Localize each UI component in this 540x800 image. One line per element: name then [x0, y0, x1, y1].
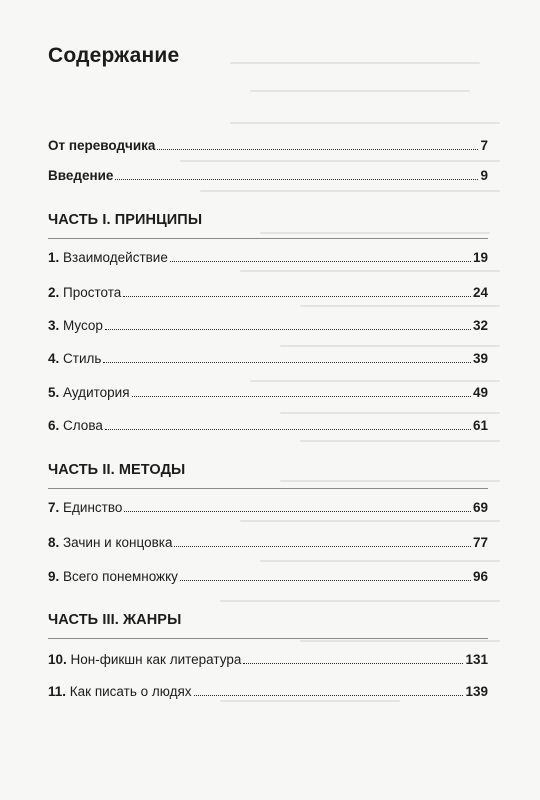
chapter-number: 3. — [48, 318, 60, 333]
page-number: 69 — [472, 500, 488, 515]
page-number: 49 — [472, 385, 488, 400]
chapter-number: 11. — [48, 684, 67, 699]
entry-label: Зачин и концовка — [63, 535, 173, 550]
dot-leader — [194, 694, 464, 696]
page-number: 24 — [472, 285, 488, 300]
dot-leader — [180, 579, 471, 581]
page-number: 7 — [480, 138, 488, 153]
chapter-number: 6. — [48, 418, 60, 433]
page-number: 139 — [465, 684, 488, 699]
dot-leader — [174, 545, 471, 547]
toc-entry-chapter-6[interactable] — [48, 418, 488, 433]
chapter-number: 7. — [48, 500, 60, 515]
chapter-number: 10. — [48, 652, 67, 667]
part-divider — [48, 488, 488, 489]
page-title: Содержание — [48, 44, 180, 67]
dot-leader — [157, 148, 478, 150]
dot-leader — [115, 178, 478, 180]
entry-label: Простота — [63, 285, 122, 300]
toc-entry-chapter-2[interactable] — [48, 285, 488, 300]
page-number: 77 — [472, 535, 488, 550]
entry-label: Как писать о людях — [69, 684, 192, 699]
page-number: 61 — [472, 418, 488, 433]
toc-entry-translator[interactable] — [48, 138, 488, 153]
chapter-number: 9. — [48, 569, 60, 584]
chapter-number: 5. — [48, 385, 60, 400]
part-divider — [48, 238, 488, 239]
chapter-number: 4. — [48, 351, 60, 366]
entry-label: Мусор — [63, 318, 103, 333]
page-number: 9 — [480, 168, 488, 183]
entry-label: Всего понемножку — [63, 569, 178, 584]
dot-leader — [124, 510, 471, 512]
dot-leader — [132, 395, 471, 397]
entry-label: Стиль — [63, 351, 102, 366]
toc-entry-chapter-9[interactable] — [48, 569, 488, 584]
dot-leader — [103, 361, 471, 363]
part-divider — [48, 638, 488, 639]
dot-leader — [170, 260, 471, 262]
chapter-number: 8. — [48, 535, 60, 550]
part-heading: ЧАСТЬ I. ПРИНЦИПЫ — [48, 212, 203, 228]
entry-label: Слова — [63, 418, 103, 433]
entry-label: Единство — [63, 500, 123, 515]
toc-entry-chapter-11[interactable] — [48, 684, 488, 699]
page-number: 19 — [472, 250, 488, 265]
entry-label: Аудитория — [63, 385, 130, 400]
entry-label: Нон-фикшн как литература — [70, 652, 242, 667]
toc-entry-chapter-7[interactable] — [48, 500, 488, 515]
dot-leader — [123, 295, 471, 297]
dot-leader — [243, 662, 463, 664]
entry-label: Введение — [48, 168, 114, 183]
part-heading: ЧАСТЬ III. ЖАНРЫ — [48, 612, 182, 628]
part-heading: ЧАСТЬ II. МЕТОДЫ — [48, 462, 186, 478]
page-number: 96 — [472, 569, 488, 584]
page-number: 39 — [472, 351, 488, 366]
chapter-number: 1. — [48, 250, 60, 265]
page-number: 32 — [472, 318, 488, 333]
entry-label: Взаимодействие — [63, 250, 168, 265]
dot-leader — [105, 428, 471, 430]
page-number: 131 — [465, 652, 488, 667]
toc-entry-chapter-5[interactable] — [48, 385, 488, 400]
toc-entry-chapter-4[interactable] — [48, 351, 488, 366]
toc-entry-chapter-3[interactable] — [48, 318, 488, 333]
toc-entry-chapter-8[interactable] — [48, 535, 488, 550]
toc-entry-introduction[interactable] — [48, 168, 488, 183]
toc-entry-chapter-10[interactable] — [48, 652, 488, 667]
toc-entry-chapter-1[interactable] — [48, 250, 488, 265]
chapter-number: 2. — [48, 285, 60, 300]
dot-leader — [105, 328, 471, 330]
entry-label: От переводчика — [48, 138, 156, 153]
